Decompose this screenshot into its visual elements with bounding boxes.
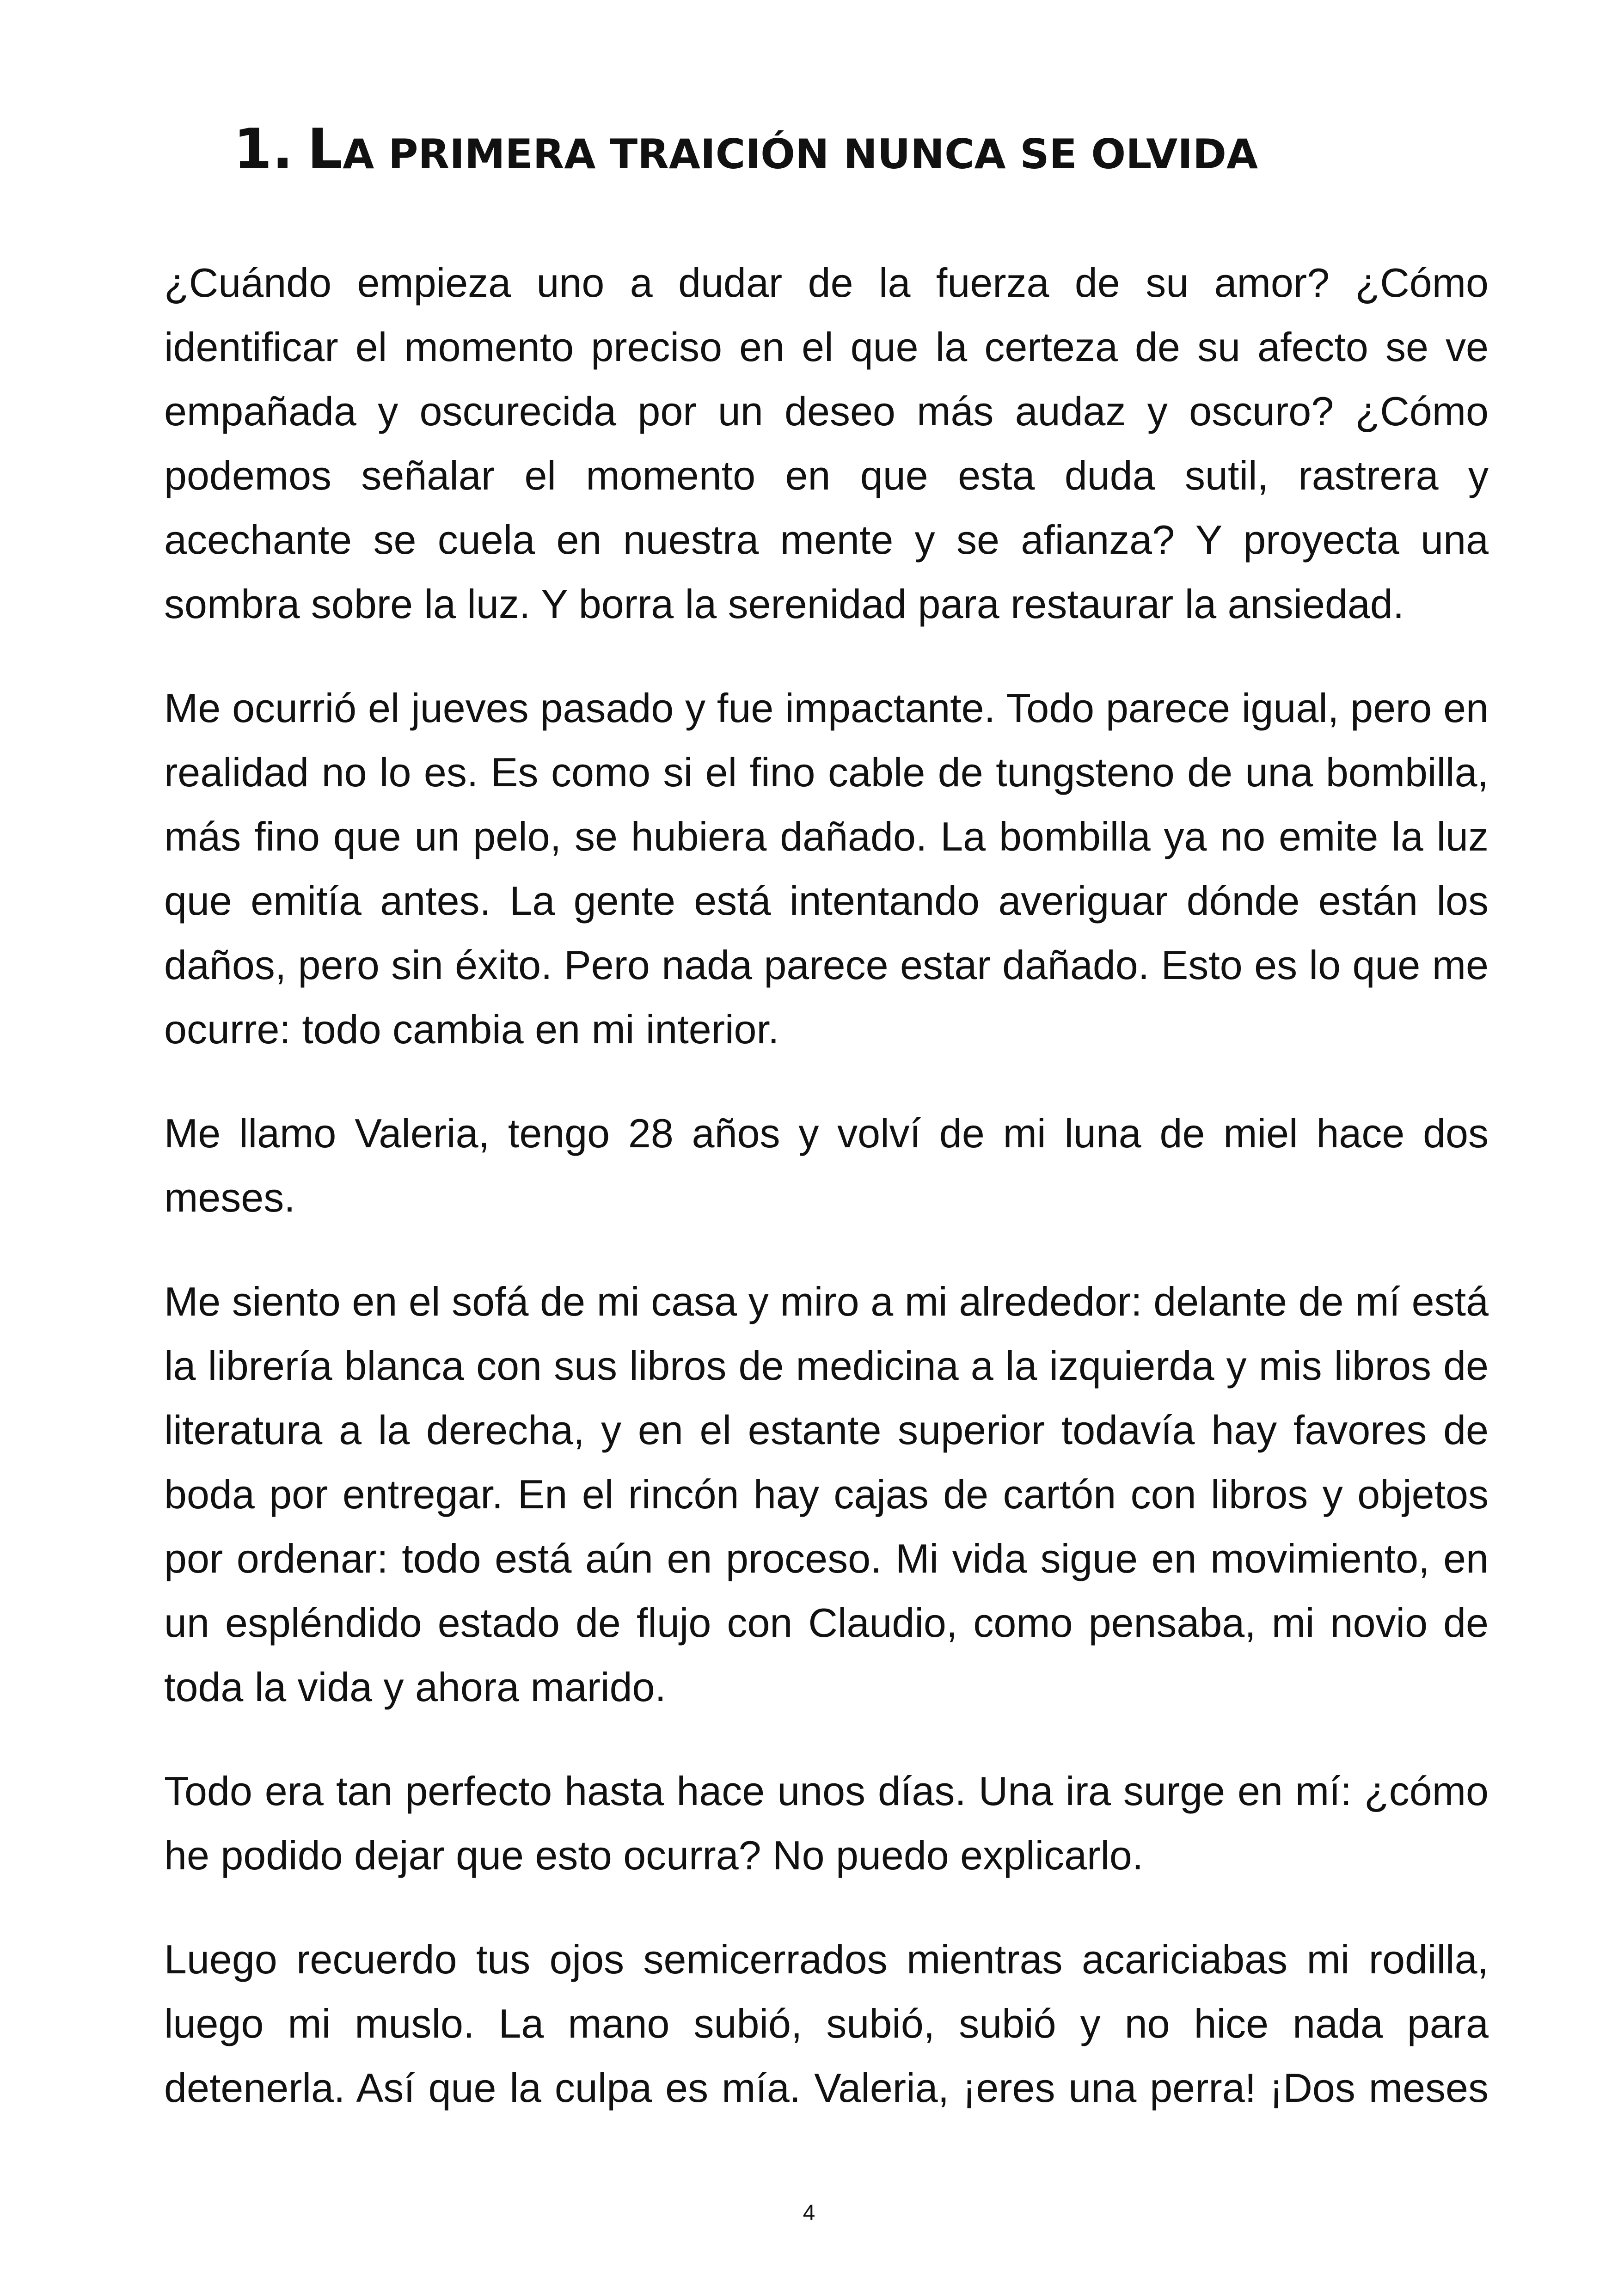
body-text [164, 251, 1489, 2160]
chapter-title-text: A PRIMERA TRAICIÓN NUNCA SE OLVIDA [343, 130, 1258, 178]
paragraph: Me llamo Valeria, tengo 28 años y volví de mi luna de miel hace dos meses. [164, 1110, 1489, 1220]
paragraph: ¿Cuándo empieza uno a dudar de la fuerza de su amor? ¿Cómo identificar el momento preciso en el que la certeza de su afecto se ve empañada y oscurecida por un deseo más audaz y oscuro? ¿Cómo podemos señalar el momento en que esta duda sutil, rastrera y acechante se cuela en nuestra mente y se afianza? Y proyecta una sombra sobre la luz. Y borra la serenidad para restaurar la ansiedad. [164, 260, 1489, 627]
paragraph: Me siento en el sofá de mi casa y miro a mi alrededor: delante de mí está la librería blanca con sus libros de medicina a la izquierda y mis libros de literatura a la derecha, y en el estante superior todavía hay favores de boda por entregar. En el rincón hay cajas de cartón con libros y objetos por ordenar: todo está aún en proceso. Mi vida sigue en movimiento, en un espléndido estado de flujo con Claudio, como pensaba, mi novio de toda la vida y ahora marido. [164, 1279, 1489, 1710]
paragraph: Luego recuerdo tus ojos semicerrados mientras acariciabas mi rodilla, luego mi muslo. La mano subió, subió, subió y no hice nada para detenerla. Así que la culpa es mía. Valeria, ¡eres una perra! ¡Dos meses [164, 1936, 1489, 2111]
paragraph: Me ocurrió el jueves pasado y fue impactante. Todo parece igual, pero en realidad no lo es. Es como si el fino cable de tungsteno de una bombilla, más fino que un pelo, se hubiera dañado. La bombilla ya no emite la luz que emitía antes. La gente está intentando averiguar dónde están los daños, pero sin éxito. Pero nada parece estar dañado. Esto es lo que me ocurre: todo cambia en mi interior. [164, 685, 1489, 1052]
chapter-number: 1. [233, 117, 294, 182]
chapter-title-initial: L [307, 117, 343, 182]
paragraph: Todo era tan perfecto hasta hace unos días. Una ira surge en mí: ¿cómo he podido dejar que esto ocurra? No puedo explicarlo. [164, 1768, 1489, 1878]
page-number: 4 [803, 2201, 815, 2225]
chapter-title [233, 118, 1482, 182]
